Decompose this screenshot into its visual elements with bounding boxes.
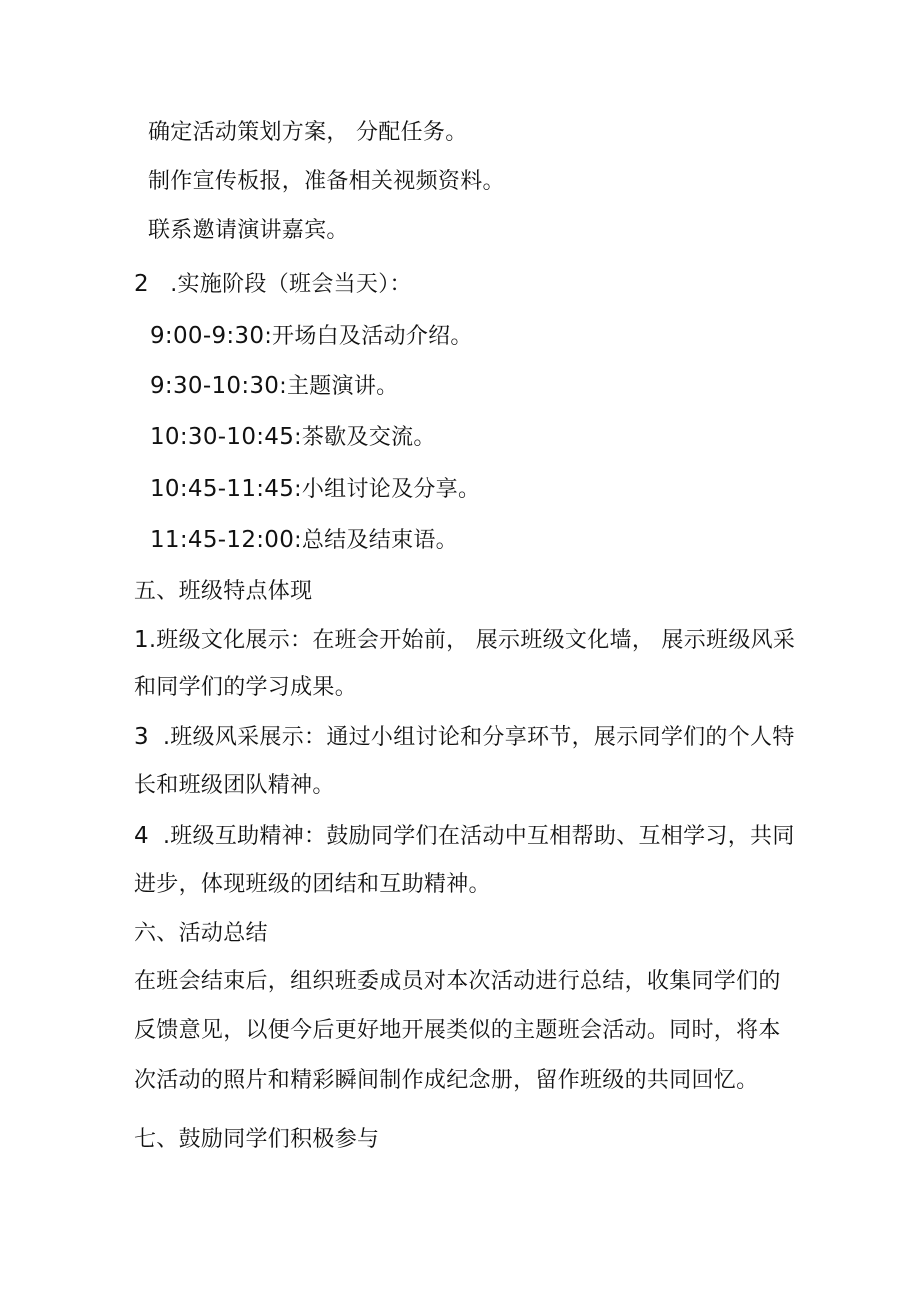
schedule-text: :主题演讲。 — [279, 374, 399, 399]
schedule-time: 9:30-10:30 — [150, 373, 280, 399]
section-heading: 五、班级特点体现 — [134, 579, 313, 604]
section-item-line: 和同学们的学习成果。 — [134, 675, 358, 700]
paragraph-line: 次活动的照片和精彩瞬间制作成纪念册，留作班级的共同回忆。 — [134, 1068, 759, 1093]
stage-number: 2 — [134, 271, 149, 297]
stage-heading — [134, 269, 412, 300]
prep-item: 确定活动策划方案， 分配任务。 — [148, 120, 468, 145]
schedule-item — [150, 422, 436, 453]
section-heading: 六、活动总结 — [134, 921, 268, 946]
paragraph-line: 反馈意见，以便今后更好地开展类似的主题班会活动。同时，将本 — [134, 1018, 781, 1043]
item-text: .班级风采展示：通过小组讨论和分享环节，展示同学们的个人特 — [162, 725, 795, 750]
schedule-time: 11:45-12:00 — [150, 527, 295, 553]
schedule-time: 10:45-11:45 — [150, 476, 295, 502]
schedule-time: 9:00-9:30 — [150, 323, 265, 349]
prep-item: 制作宣传板报，准备相关视频资料。 — [148, 169, 505, 194]
schedule-item — [150, 474, 480, 505]
item-number: 1 — [134, 627, 149, 653]
prep-item: 联系邀请演讲嘉宾。 — [148, 218, 349, 243]
section-item-line — [134, 722, 795, 753]
paragraph-line: 在班会结束后，组织班委成员对本次活动进行总结，收集同学们的 — [134, 969, 781, 994]
schedule-item — [150, 371, 398, 402]
section-item-line — [134, 821, 795, 852]
schedule-text: :茶歇及交流。 — [294, 425, 436, 450]
schedule-text: :总结及结束语。 — [294, 528, 458, 553]
schedule-item — [150, 525, 458, 556]
schedule-item — [150, 321, 473, 352]
section-item-line: 长和班级团队精神。 — [134, 773, 335, 798]
schedule-text: :小组讨论及分享。 — [294, 477, 481, 502]
schedule-time: 10:30-10:45 — [150, 424, 295, 450]
item-text: .班级文化展示：在班会开始前， 展示班级文化墙， 展示班级风采 — [148, 628, 796, 653]
item-number: 3 — [134, 724, 149, 750]
section-item-line: 进步，体现班级的团结和互助精神。 — [134, 872, 491, 897]
item-number: 4 — [134, 823, 149, 849]
item-text: .班级互助精神：鼓励同学们在活动中互相帮助、互相学习，共同 — [162, 824, 795, 849]
section-heading: 七、鼓励同学们积极参与 — [134, 1127, 380, 1152]
stage-title: .实施阶段（班会当天）： — [170, 272, 412, 297]
section-item-line — [134, 625, 795, 656]
schedule-text: :开场白及活动介绍。 — [264, 324, 473, 349]
